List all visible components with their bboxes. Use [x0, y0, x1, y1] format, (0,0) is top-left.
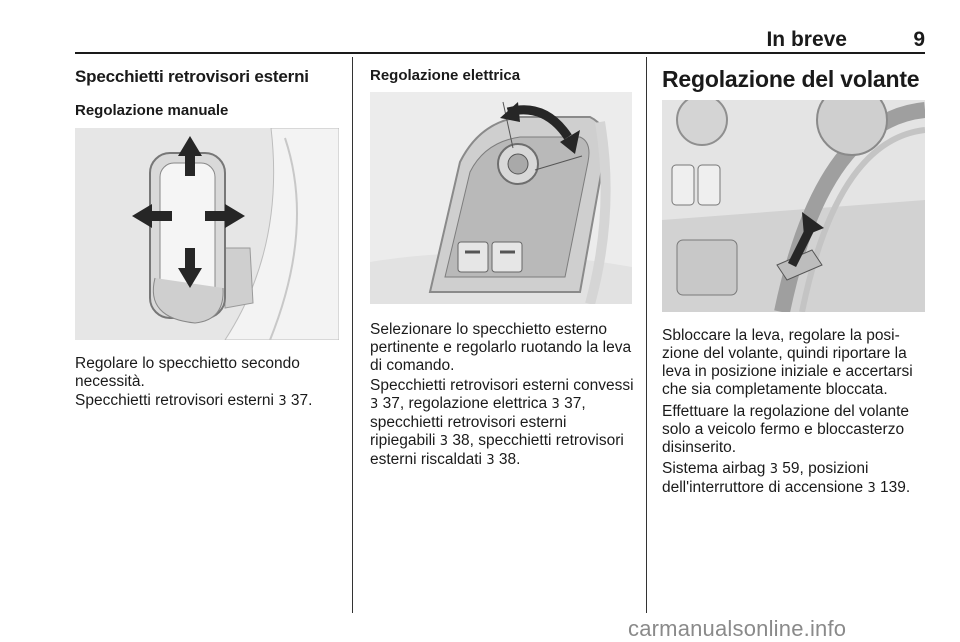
ref-page: 37.	[290, 392, 313, 409]
xref-icon: 3	[278, 394, 287, 409]
subheading-electric: Regolazione elettrica	[370, 67, 521, 84]
ref-text-1: Specchietti retrovisori esterni convessi	[370, 377, 634, 394]
xref-icon: 3	[439, 434, 449, 449]
ref-text: Specchietti retrovisori esterni	[75, 392, 274, 409]
paragraph-steering-unlock: Sbloccare la leva, regolare la posizione del volante, quindi riportare la leva in posizione iniziale e accertarsi che sia completamente bloccata.	[662, 327, 913, 398]
xref-icon: 3	[370, 397, 379, 412]
ref-text-2: 59, posizioni dell'interruttore di accensione	[662, 460, 869, 496]
watermark: carmanualsonline.info	[628, 616, 847, 641]
column-divider-1	[352, 57, 353, 613]
paragraph-manual-refs	[75, 392, 343, 411]
section-heading-steering: Regolazione del volante	[662, 66, 920, 92]
ref-text-1: Sistema airbag	[662, 460, 766, 477]
paragraph-electric-refs	[370, 377, 635, 470]
paragraph-manual-adjust: Regolare lo specchietto secondo necessità.	[75, 355, 300, 390]
ref-text-2: 37, regolazione elettrica	[382, 395, 548, 412]
paragraph-steering-refs	[662, 460, 928, 498]
page-header	[75, 28, 925, 50]
xref-icon: 3	[551, 397, 560, 412]
header-rule	[75, 52, 925, 54]
steering-adjust-illustration	[662, 100, 925, 312]
column-divider-2	[646, 57, 647, 613]
mirror-manual-illustration	[75, 128, 339, 340]
paragraph-steering-warning: Effettuare la regolazione del volante solo a veicolo fermo e bloccasterzo disinserito.	[662, 403, 910, 456]
subheading-manual: Regolazione manuale	[75, 102, 229, 119]
ref-text-3: 37, specchietti retrovisori esterni ripiegabili	[370, 395, 586, 449]
ref-text-5: 38.	[498, 451, 521, 468]
section-heading-mirrors: Specchietti retrovisori esterni	[75, 67, 309, 86]
page-number: 9	[913, 28, 925, 51]
ref-text-4: 38, specchietti retrovisori esterni riscaldati	[370, 432, 624, 468]
ref-text-3: 139.	[880, 479, 911, 496]
section-title: In breve	[766, 28, 847, 51]
xref-icon: 3	[769, 462, 778, 477]
xref-icon: 3	[486, 453, 495, 468]
paragraph-electric-adjust: Selezionare lo specchietto esterno pertinente e regolarlo ruotando la leva di comando.	[370, 321, 632, 374]
xref-icon: 3	[867, 481, 876, 496]
mirror-electric-illustration	[370, 92, 632, 304]
